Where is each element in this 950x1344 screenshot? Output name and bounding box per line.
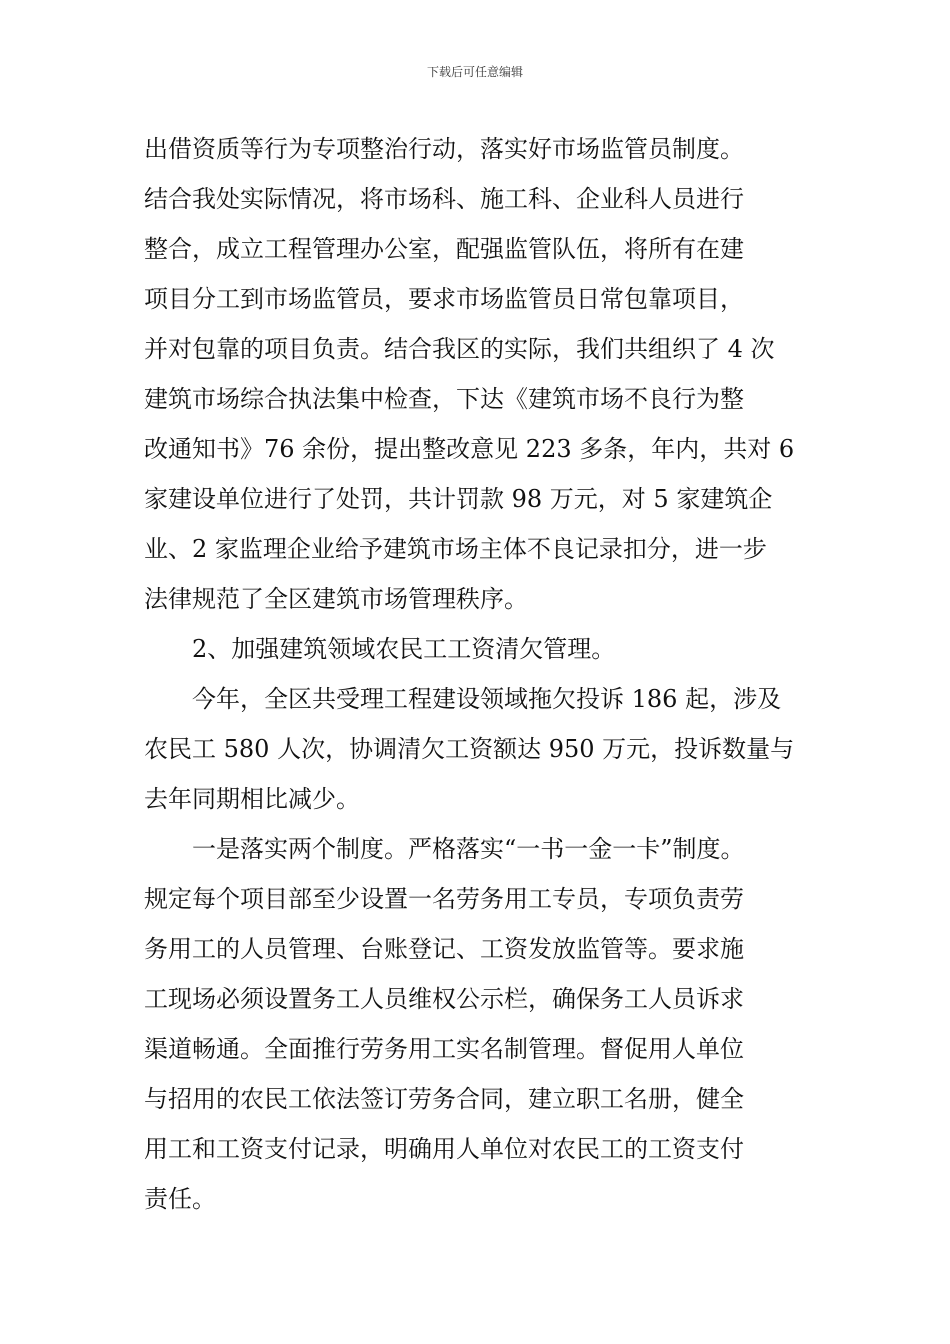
- text-line: 业、2 家监理企业给予建筑市场主体不良记录扣分，进一步: [144, 535, 767, 563]
- paragraph-first-line: 一是落实两个制度。严格落实“一书一金一卡”制度。: [192, 835, 745, 863]
- text-line: 并对包靠的项目负责。结合我区的实际，我们共组织了 4 次: [144, 335, 775, 363]
- text-line: 建筑市场综合执法集中检查，下达《建筑市场不良行为整: [144, 385, 744, 413]
- document-body: [144, 124, 824, 1224]
- text-line: 项目分工到市场监管员，要求市场监管员日常包靠项目，: [144, 285, 744, 313]
- text-line: 工现场必须设置务工人员维权公示栏，确保务工人员诉求: [144, 985, 744, 1013]
- text-line: 改通知书》76 余份，提出整改意见 223 多条，年内，共对 6: [144, 435, 795, 463]
- text-line: 去年同期相比减少。: [144, 785, 360, 813]
- text-line: 规定每个项目部至少设置一名劳务用工专员，专项负责劳: [144, 885, 744, 913]
- text-line: 法律规范了全区建筑市场管理秩序。: [144, 585, 528, 613]
- text-line: 务用工的人员管理、台账登记、工资发放监管等。要求施: [144, 935, 744, 963]
- section-heading: 2、加强建筑领域农民工工资清欠管理。: [192, 635, 616, 663]
- text-line: 与招用的农民工依法签订劳务合同，建立职工名册，健全: [144, 1085, 744, 1113]
- text-line: 出借资质等行为专项整治行动，落实好市场监管员制度。: [144, 135, 744, 163]
- text-line: 结合我处实际情况，将市场科、施工科、企业科人员进行: [144, 185, 744, 213]
- page-header: 下载后可任意编辑: [426, 65, 523, 79]
- text-line: 渠道畅通。全面推行劳务用工实名制管理。督促用人单位: [144, 1035, 744, 1063]
- text-line: 农民工 580 人次，协调清欠工资额达 950 万元，投诉数量与: [144, 735, 795, 763]
- text-line: 责任。: [144, 1185, 216, 1213]
- text-line: 家建设单位进行了处罚，共计罚款 98 万元，对 5 家建筑企: [144, 485, 773, 513]
- text-line: 用工和工资支付记录，明确用人单位对农民工的工资支付: [144, 1135, 744, 1163]
- paragraph-first-line: 今年，全区共受理工程建设领域拖欠投诉 186 起，涉及: [192, 685, 782, 713]
- text-line: 整合，成立工程管理办公室，配强监管队伍，将所有在建: [144, 235, 744, 263]
